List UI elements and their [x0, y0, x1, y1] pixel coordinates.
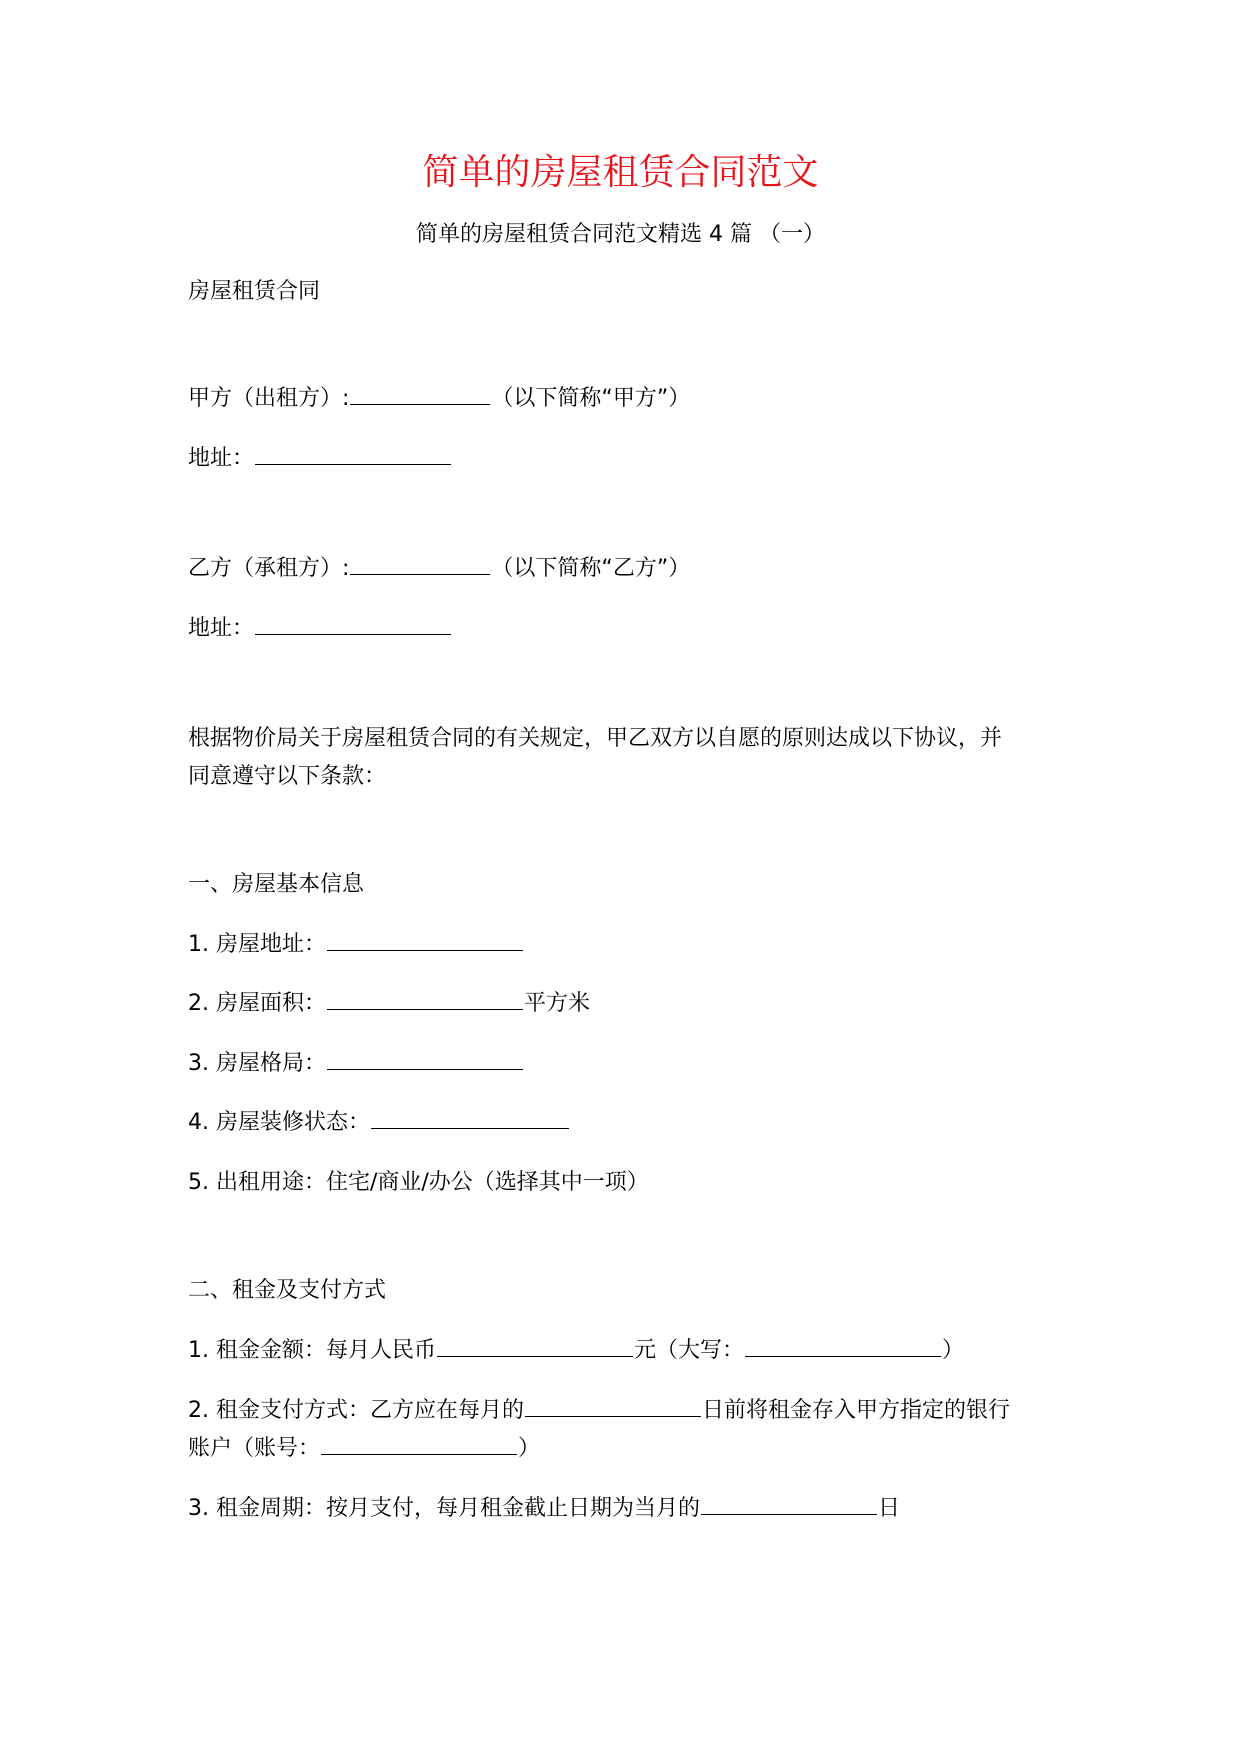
rent-period-label: 3. 租金周期：按月支付，每月租金截止日期为当月的 — [188, 1496, 700, 1521]
list-item — [188, 930, 524, 960]
payment-day-blank[interactable] — [525, 1415, 701, 1417]
rent-deadline-blank[interactable] — [701, 1513, 877, 1515]
house-layout-blank[interactable] — [327, 1068, 523, 1070]
party-b-blank[interactable] — [350, 573, 490, 575]
party-b-address-line — [188, 614, 452, 644]
section-1-title: 一、房屋基本信息 — [188, 872, 365, 897]
party-a-blank[interactable] — [350, 403, 490, 405]
party-a-address-line — [188, 444, 452, 474]
list-item: 5. 出租用途：住宅/商业/办公（选择其中一项） — [188, 1170, 649, 1195]
area-unit: 平方米 — [523, 991, 590, 1016]
house-layout-label: 3. 房屋格局： — [188, 1051, 326, 1076]
document-subtitle: 简单的房屋租赁合同范文精选 4 篇 （一） — [416, 222, 825, 247]
account-number-blank[interactable] — [321, 1453, 517, 1455]
decoration-state-label: 4. 房屋装修状态： — [188, 1110, 370, 1135]
house-area-blank[interactable] — [327, 1008, 523, 1010]
closing-paren: ） — [942, 1338, 965, 1363]
document-title: 简单的房屋租赁合同范文 — [422, 152, 819, 193]
account-label: 账户（账号： — [188, 1436, 321, 1461]
closing-paren: ） — [518, 1436, 541, 1461]
list-item — [188, 1336, 964, 1366]
list-item — [188, 1049, 524, 1079]
list-item — [188, 989, 590, 1019]
payment-method-label: 2. 租金支付方式：乙方应在每月的 — [188, 1398, 524, 1423]
decoration-state-blank[interactable] — [371, 1127, 569, 1129]
house-area-label: 2. 房屋面积： — [188, 991, 326, 1016]
intro-line-2: 同意遵守以下条款： — [188, 764, 387, 789]
intro-line-1: 根据物价局关于房屋租赁合同的有关规定，甲乙双方以自愿的原则达成以下协议，并 — [188, 726, 1003, 751]
list-item — [188, 1396, 1010, 1426]
rent-amount-label: 1. 租金金额：每月人民币 — [188, 1338, 436, 1363]
rent-amount-blank[interactable] — [437, 1355, 633, 1357]
rent-uppercase-label: 元（大写： — [633, 1338, 744, 1363]
rent-uppercase-blank[interactable] — [745, 1355, 941, 1357]
party-b-address-blank[interactable] — [255, 633, 451, 635]
payment-method-text: 日前将租金存入甲方指定的银行 — [702, 1398, 1011, 1423]
party-a-line — [188, 384, 690, 414]
address-label: 地址： — [188, 446, 255, 471]
party-b-line — [188, 554, 690, 584]
party-b-note: （以下简称“乙方”） — [491, 556, 691, 581]
party-a-label: 甲方（出租方）: — [188, 386, 350, 411]
day-unit: 日 — [878, 1496, 901, 1521]
house-address-blank[interactable] — [327, 949, 523, 951]
contract-heading: 房屋租赁合同 — [188, 279, 321, 304]
list-item — [188, 1494, 900, 1524]
list-item — [188, 1108, 570, 1138]
address-label: 地址： — [188, 616, 255, 641]
party-b-label: 乙方（承租方）: — [188, 556, 350, 581]
house-address-label: 1. 房屋地址： — [188, 932, 326, 957]
list-item-continuation — [188, 1434, 540, 1464]
party-a-address-blank[interactable] — [255, 463, 451, 465]
section-2-title: 二、租金及支付方式 — [188, 1278, 387, 1303]
party-a-note: （以下简称“甲方”） — [491, 386, 691, 411]
